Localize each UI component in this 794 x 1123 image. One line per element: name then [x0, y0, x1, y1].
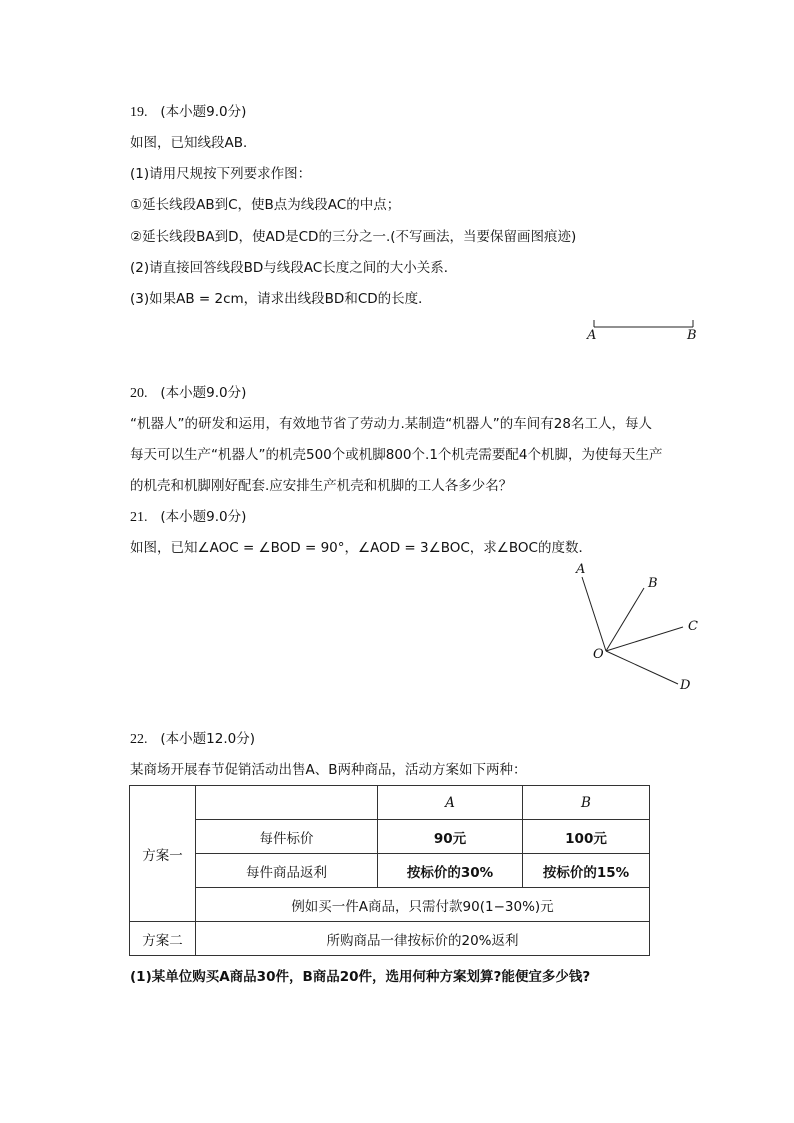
header-empty-cell: [196, 786, 378, 820]
q21-label-d: D: [680, 678, 691, 693]
q21-angle-figure: [570, 560, 700, 690]
price-a: 90元: [378, 820, 523, 854]
table-row: [130, 786, 650, 820]
price-row-label: 每件标价: [196, 820, 378, 854]
q21-label-b: B: [648, 576, 658, 591]
q22-intro: 某商场开展春节促销活动出售A、B两种商品，活动方案如下两种：: [130, 762, 527, 778]
q21-label-a: A: [576, 562, 586, 577]
table-row: [130, 820, 650, 854]
q19-segment-figure: [590, 316, 700, 332]
q20-score: (本小题9.0分): [160, 385, 247, 401]
q21-label-o: O: [593, 647, 604, 662]
q21-score: (本小题9.0分): [160, 509, 247, 525]
q21-text: 如图，已知∠AOC = ∠BOD = 90°，∠AOD = 3∠BOC，求∠BOC的度数．: [130, 540, 592, 556]
table-row: [130, 888, 650, 922]
rebate-a: 按标价的30%: [378, 854, 523, 888]
q20-header: [130, 384, 246, 403]
rebate-row-label: 每件商品返利: [196, 854, 378, 888]
q19-label-a: A: [587, 328, 597, 343]
header-a: A: [378, 786, 523, 820]
header-b: B: [523, 786, 650, 820]
q21-number: 21.: [130, 510, 148, 525]
table-row: [130, 854, 650, 888]
plan1-label: 方案一: [130, 786, 196, 922]
q20-line1: “机器人”的研发和运用，有效地节省了劳动力.某制造“机器人”的车间有28名工人，每人: [130, 416, 652, 432]
promotion-plan-table: [129, 785, 650, 956]
q21-header: [130, 508, 246, 527]
q19-part3: (3)如果AB = 2cm，请求出线段BD和CD的长度．: [130, 291, 432, 307]
plan2-label: 方案二: [130, 922, 196, 956]
q19-header: [130, 103, 246, 122]
q19-step2: ②延长线段BA到D，使AD是CD的三分之一.(不写画法，当要保留画图痕迹): [130, 229, 577, 245]
q19-part1: (1)请用尺规按下列要求作图：: [130, 166, 312, 182]
q19-step1: ①延长线段AB到C，使B点为线段AC的中点；: [130, 197, 401, 213]
q22-number: 22.: [130, 732, 148, 747]
table-row: [130, 922, 650, 956]
plan2-text: 所购商品一律按标价的20%返利: [196, 922, 650, 956]
q20-line3: 的机壳和机脚刚好配套.应安排生产机壳和机脚的工人各多少名？: [130, 478, 513, 494]
q22-score: (本小题12.0分): [160, 731, 255, 747]
q20-line2: 每天可以生产“机器人”的机壳500个或机脚800个.1个机壳需要配4个机脚，为使每天生产: [130, 447, 663, 463]
q20-number: 20.: [130, 386, 148, 401]
rebate-b: 按标价的15%: [523, 854, 650, 888]
q22-header: [130, 730, 255, 749]
q19-number: 19.: [130, 105, 148, 120]
price-b: 100元: [523, 820, 650, 854]
q19-score: (本小题9.0分): [160, 104, 247, 120]
q19-label-b: B: [687, 328, 697, 343]
plan1-example: 例如买一件A商品，只需付款90(1−30%)元: [196, 888, 650, 922]
q19-intro: 如图，已知线段AB．: [130, 135, 257, 151]
q19-part2: (2)请直接回答线段BD与线段AC长度之间的大小关系．: [130, 260, 458, 276]
q21-label-c: C: [688, 619, 698, 634]
q22-part1: (1)某单位购买A商品30件，B商品20件，选用何种方案划算?能便宜多少钱?: [130, 969, 591, 985]
